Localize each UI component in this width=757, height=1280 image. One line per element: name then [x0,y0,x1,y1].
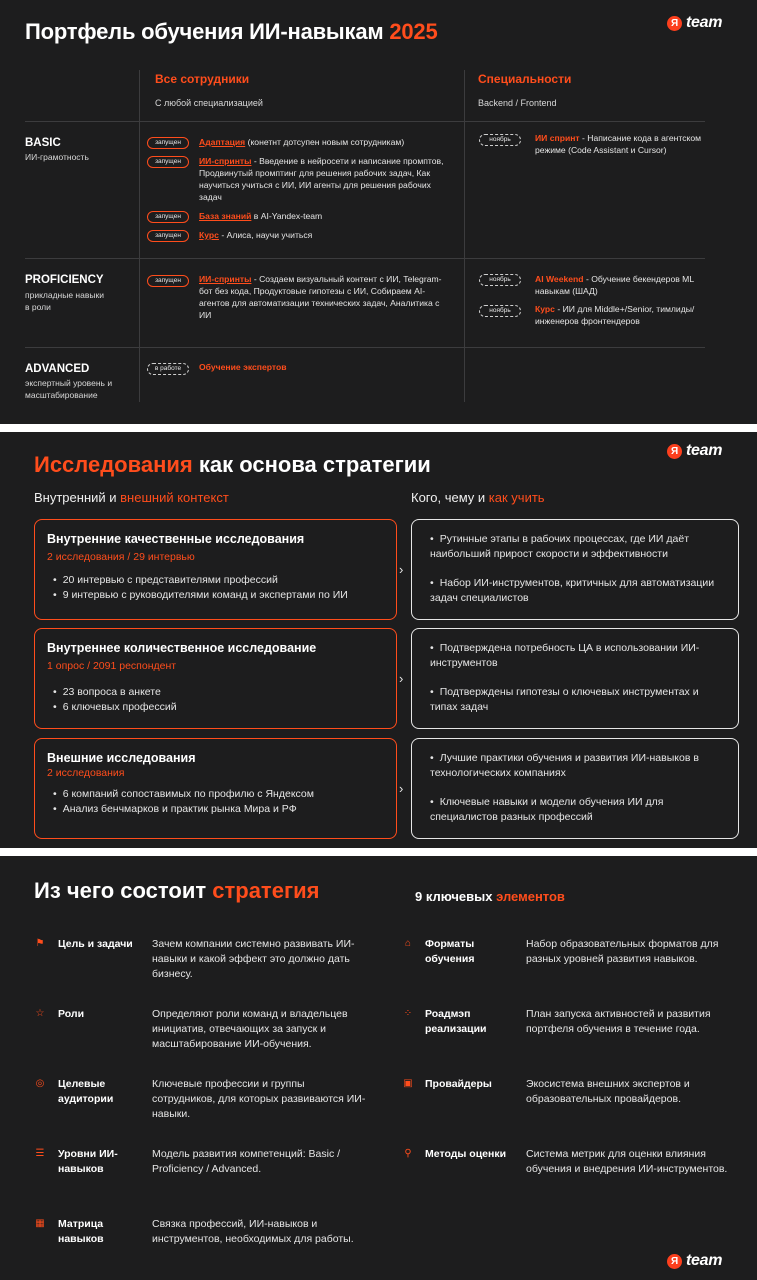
research-card-title: Внутреннее количественное исследование [47,641,317,655]
flag-icon: ⚑ [35,938,45,949]
list-icon: ☰ [35,1148,45,1159]
element-desc: Зачем компании системно развивать ИИ-навыки и какой эффект это должно дать бизнесу. [152,938,355,980]
divider [25,347,705,348]
research-card-subtitle: 2 исследования [47,767,125,779]
slide-title: Из чего состоит стратегия [34,878,320,903]
portfolio-item: ИИ-спринты - Введение в нейросети и написание промптов, Продвинутый промптинг для решения рабочих задач, Как научиться учиться с ИИ, ИИ агенты для решения рабочих задач [199,156,444,202]
divider [139,70,140,402]
element-name: Целевые аудитории [58,1078,114,1105]
status-badge: в работе [147,363,189,375]
portfolio-item: Курс - Алиса, научи учиться [199,230,313,240]
left-column-heading: Внутренний и внешний контекст [34,490,229,505]
chevron-right-icon: › [399,562,404,577]
col-all-subtitle: С любой специализацией [155,98,263,108]
yandex-team-logo: Я team [667,442,722,460]
portfolio-item: База знаний в AI-Yandex-team [199,211,323,221]
element-name: Роли [58,1008,85,1020]
yandex-logo-icon: Я [667,16,682,31]
chevron-right-icon: › [399,671,404,686]
research-card [34,738,397,839]
portfolio-item: ИИ-спринты - Создаем визуальный контент с ИИ, Telegram-бот без кода, Продуктовые гипотезы с ИИ, Собираем AI-агентов для автоматизации технических задач, Аналитика с ИИ [199,274,442,320]
level-advanced-name: ADVANCED [25,363,90,375]
research-card [34,628,397,729]
status-badge: ноябрь [479,305,521,317]
research-card-subtitle: 2 исследования / 29 интервью [47,551,195,563]
research-card-bullets: • 6 компаний сопоставимых по профилю с Яндексом • Анализ бенчмарков и практик рынка Мира и РФ [47,787,314,817]
insight-bullets: • Лучшие практики обучения и развития ИИ-навыков в технологических компаниях • Ключевые навыки и модели обучения ИИ для специалистов разных профессий [424,751,724,825]
status-badge: запущен [147,156,189,168]
research-card-title: Внешние исследования [47,751,196,765]
element-name: Форматы обучения [425,938,475,965]
level-basic-name: BASIC [25,137,61,149]
level-advanced-sub: экспертный уровень и масштабирование [25,378,113,400]
element-desc: Экосистема внешних экспертов и образовательных провайдеров. [526,1078,690,1105]
element-desc: План запуска активностей и развития портфеля обучения в течение года. [526,1008,711,1035]
element-desc: Набор образовательных форматов для разных уровней развития навыков. [526,938,719,965]
col-spec-subtitle: Backend / Frontend [478,98,557,108]
portfolio-item: Адаптация (конетнт дотсупен новым сотрудникам) [199,137,405,147]
insight-card [411,738,739,839]
status-badge: запущен [147,211,189,223]
portfolio-item: Обучение экспертов [199,362,287,372]
element-desc: Модель развития компетенций: Basic / Proficiency / Advanced. [152,1148,341,1175]
status-badge: запущен [147,275,189,287]
roadmap-icon: ⁘ [403,1008,413,1019]
status-badge: ноябрь [479,274,521,286]
portfolio-item: ИИ спринт - Написание кода в агентском режиме (Code Assistant и Cursor) [535,133,702,155]
col-spec-title: Специальности [478,72,572,86]
research-card-subtitle: 1 опрос / 2091 респондент [47,660,177,672]
element-desc: Система метрик для оценки влияния обучения и внедрения ИИ-инструментов. [526,1148,728,1175]
star-icon: ☆ [35,1008,45,1019]
element-name: Провайдеры [425,1078,492,1090]
status-badge: запущен [147,137,189,149]
element-desc: Ключевые профессии и группы сотрудников, для которых развиваются ИИ-навыки. [152,1078,366,1120]
briefcase-icon: ▣ [403,1078,413,1089]
slide-subtitle: 9 ключевых элементов [415,889,565,904]
research-card-title: Внутренние качественные исследования [47,532,305,546]
research-card-bullets: • 20 интервью с представителями профессий • 9 интервью с руководителями команд и экспертами по ИИ [47,573,348,603]
element-name: Матрица навыков [58,1218,104,1245]
insight-bullets: • Рутинные этапы в рабочих процессах, где ИИ даёт наибольший прирост скорости и эффективности • Набор ИИ-инструментов, критичных для автоматизации задач специалистов [424,532,724,606]
slide-strategy [0,856,757,1280]
yandex-logo-icon: Я [667,1254,682,1269]
element-name: Цель и задачи [58,938,133,950]
divider [25,258,705,259]
chevron-right-icon: › [399,781,404,796]
element-desc: Определяют роли команд и владельцев инициатив, отвечающих за запуск и масштабирование ИИ-обучения. [152,1008,348,1050]
status-badge: запущен [147,230,189,242]
insight-card [411,628,739,729]
search-icon: ⚲ [404,1148,412,1159]
slide-title: Исследования как основа стратегии [34,452,431,477]
insight-card [411,519,739,620]
right-column-heading: Кого, чему и как учить [411,490,545,505]
level-proficiency-sub: прикладные навыки в роли [25,290,104,312]
status-badge: ноябрь [479,134,521,146]
yandex-team-logo: Я team [667,14,722,32]
research-card [34,519,397,620]
research-card-bullets: • 23 вопроса в анкете • 6 ключевых профессий [47,685,177,715]
level-proficiency-name: PROFICIENCY [25,274,104,286]
col-all-title: Все сотрудники [155,72,250,86]
graduation-cap-icon: ⌂ [404,938,412,949]
element-desc: Связка профессий, ИИ-навыков и инструментов, необходимых для работы. [152,1218,354,1245]
grid-icon: ▦ [35,1218,45,1229]
yandex-logo-icon: Я [667,444,682,459]
portfolio-item: AI Weekend - Обучение бекендеров ML навыкам (ШАД) [535,274,694,296]
slide-research [0,432,757,848]
slide-portfolio [0,0,757,424]
element-name: Уровни ИИ-навыков [58,1148,118,1175]
slide-title: Портфель обучения ИИ-навыкам 2025 [25,19,438,44]
target-icon: ◎ [35,1078,45,1089]
element-name: Роадмэп реализации [425,1008,487,1035]
insight-bullets: • Подтверждена потребность ЦА в использовании ИИ-инструментов • Подтверждены гипотезы о ключевых инструментах и типах задач [424,641,724,715]
level-basic-sub: ИИ-грамотность [25,152,89,162]
divider [25,121,705,122]
divider [464,70,465,402]
element-name: Методы оценки [425,1148,507,1160]
portfolio-item: Курс - ИИ для Middle+/Senior, тимлиды/инженеров фронтендеров [535,304,695,326]
yandex-team-logo: Я team [667,1252,722,1270]
